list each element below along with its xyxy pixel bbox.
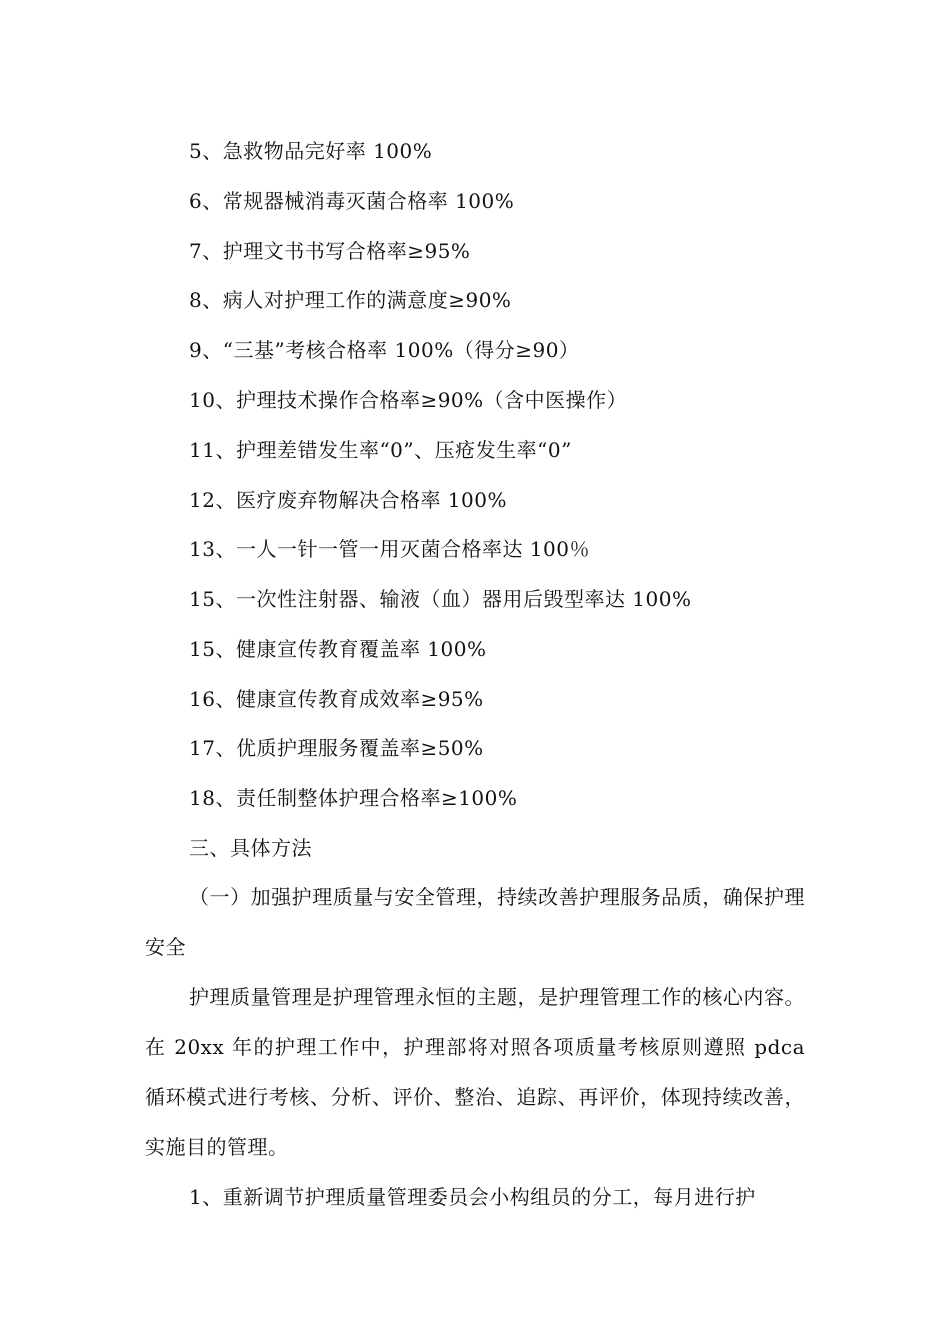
list-item: 11、护理差错发生率“0”、压疮发生率“0” xyxy=(189,438,572,462)
paragraph: （一）加强护理质量与安全管理，持续改善护理服务品质，确保护理安全 xyxy=(145,885,805,959)
list-item: 12、医疗废弃物解决合格率 100% xyxy=(189,488,507,512)
list-item: 9、“三基”考核合格率 100%（得分≥90） xyxy=(189,338,580,362)
list-item: 15、一次性注射器、输液（血）器用后毁型率达 100% xyxy=(189,587,692,611)
list-item: 6、常规器械消毒灭菌合格率 100% xyxy=(189,189,515,213)
list-item: 5、急救物品完好率 100% xyxy=(189,139,433,163)
list-item: 15、健康宣传教育覆盖率 100% xyxy=(189,637,487,661)
list-item: 8、病人对护理工作的满意度≥90% xyxy=(189,288,512,312)
list-item: 16、健康宣传教育成效率≥95% xyxy=(189,687,484,711)
paragraph: 1、重新调节护理质量管理委员会小构组员的分工，每月进行护 xyxy=(189,1185,756,1209)
list-item: 13、一人一针一管一用灭菌合格率达 100％ xyxy=(189,537,590,561)
section-heading: 三、具体方法 xyxy=(189,836,312,860)
list-item: 7、护理文书书写合格率≥95% xyxy=(189,239,471,263)
list-item: 17、优质护理服务覆盖率≥50% xyxy=(189,736,484,760)
paragraph: 护理质量管理是护理管理永恒的主题，是护理管理工作的核心内容。在 20xx 年的护理工作中，护理部将对照各项质量考核原则遵照 pdca 循环模式进行考核、分析、评价、整治、追踪、再评价，体现持续改善，实施目的管理。 xyxy=(145,985,805,1159)
list-item: 10、护理技术操作合格率≥90%（含中医操作） xyxy=(189,388,628,412)
list-item: 18、责任制整体护理合格率≥100% xyxy=(189,786,518,810)
